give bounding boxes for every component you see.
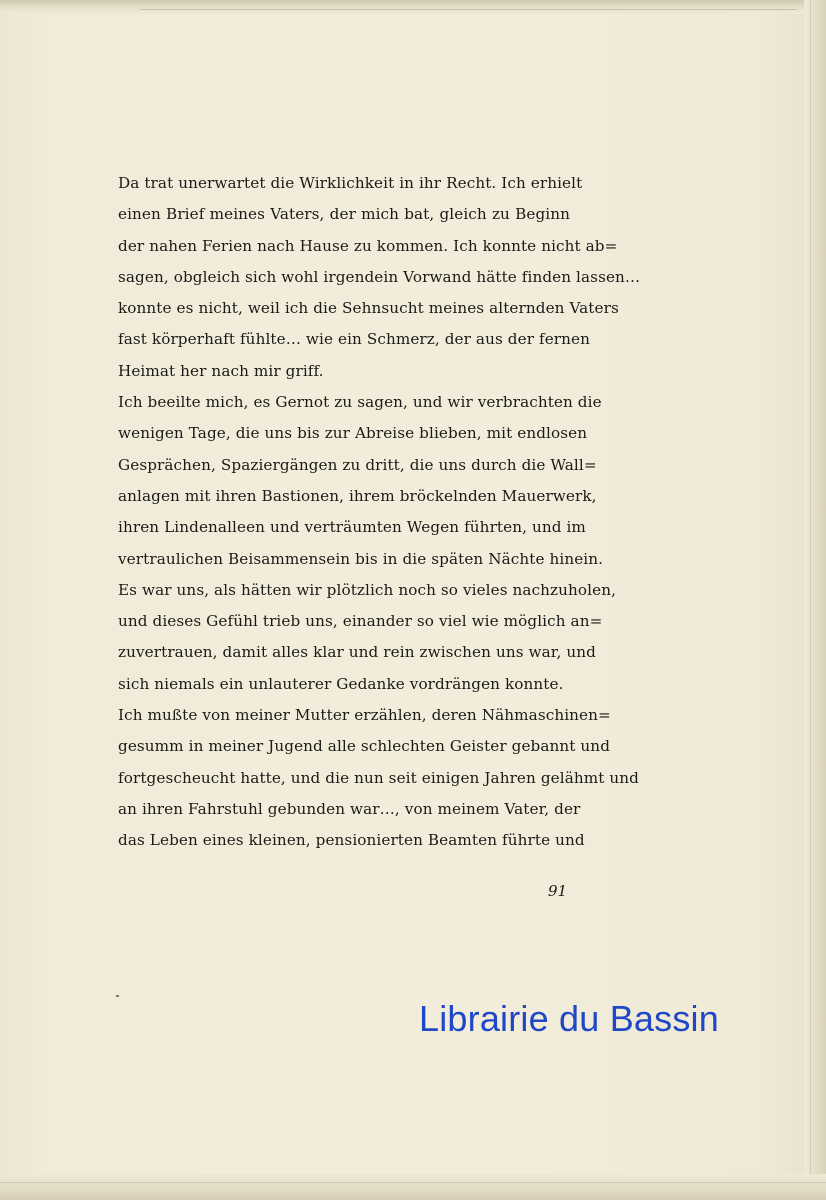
page-number: 91 — [548, 882, 568, 900]
text-line: anlagen mit ihren Bastionen, ihrem bröckelnden Mauerwerk, — [118, 486, 597, 505]
text-line: fast körperhaft fühlte… wie ein Schmerz, der aus der fernen — [118, 330, 591, 349]
body-text — [118, 168, 641, 857]
text-line: Heimat her nach mir griff. — [118, 361, 324, 380]
text-line: wenigen Tage, die uns bis zur Abreise blieben, mit endlosen — [118, 424, 588, 443]
text-line: Gesprächen, Spaziergängen zu dritt, die uns durch die Wall= — [118, 455, 597, 474]
watermark-text: Librairie du Bassin — [419, 998, 719, 1039]
text-line: Da trat unerwartet die Wirklichkeit in ihr Recht. Ich erhielt — [118, 174, 583, 192]
text-line: Ich beeilte mich, es Gernot zu sagen, und wir verbrachten die — [118, 393, 602, 412]
text-line: Ich mußte von meiner Mutter erzählen, deren Nähmaschinen= — [118, 706, 611, 725]
text-line: sich niemals ein unlauterer Gedanke vordrängen konnte. — [118, 674, 564, 693]
text-line: der nahen Ferien nach Hause zu kommen. Ich konnte nicht ab= — [118, 236, 618, 255]
text-line: zuvertrauen, damit alles klar und rein zwischen uns war, und — [118, 643, 596, 662]
page-bottom-edge — [0, 1174, 826, 1200]
text-line: an ihren Fahrstuhl gebunden war…, von meinem Vater, der — [118, 799, 581, 818]
text-line: ihren Lindenalleen und verträumten Wegen führten, und im — [118, 518, 586, 537]
text-line: vertraulichen Beisammensein bis in die späten Nächte hinein. — [118, 549, 604, 568]
text-line: und dieses Gefühl trieb uns, einander so viel wie möglich an= — [118, 612, 603, 631]
text-line: konnte es nicht, weil ich die Sehnsucht meines alternden Vaters — [118, 299, 619, 318]
text-line: sagen, obgleich sich wohl irgendein Vorwand hätte finden lassen… — [118, 267, 641, 286]
page-right-edge — [804, 0, 826, 1200]
text-line: gesumm in meiner Jugend alle schlechten Geister gebannt und — [118, 737, 611, 756]
text-line: das Leben eines kleinen, pensionierten Beamten führte und — [118, 831, 585, 850]
text-line: Es war uns, als hätten wir plötzlich noch so vieles nachzuholen, — [118, 580, 617, 599]
page-top-edge — [0, 0, 826, 14]
text-line: fortgescheucht hatte, und die nun seit einigen Jahren gelähmt und — [118, 768, 639, 787]
text-line: einen Brief meines Vaters, der mich bat, gleich zu Beginn — [118, 205, 570, 224]
paper-speck — [116, 995, 119, 997]
